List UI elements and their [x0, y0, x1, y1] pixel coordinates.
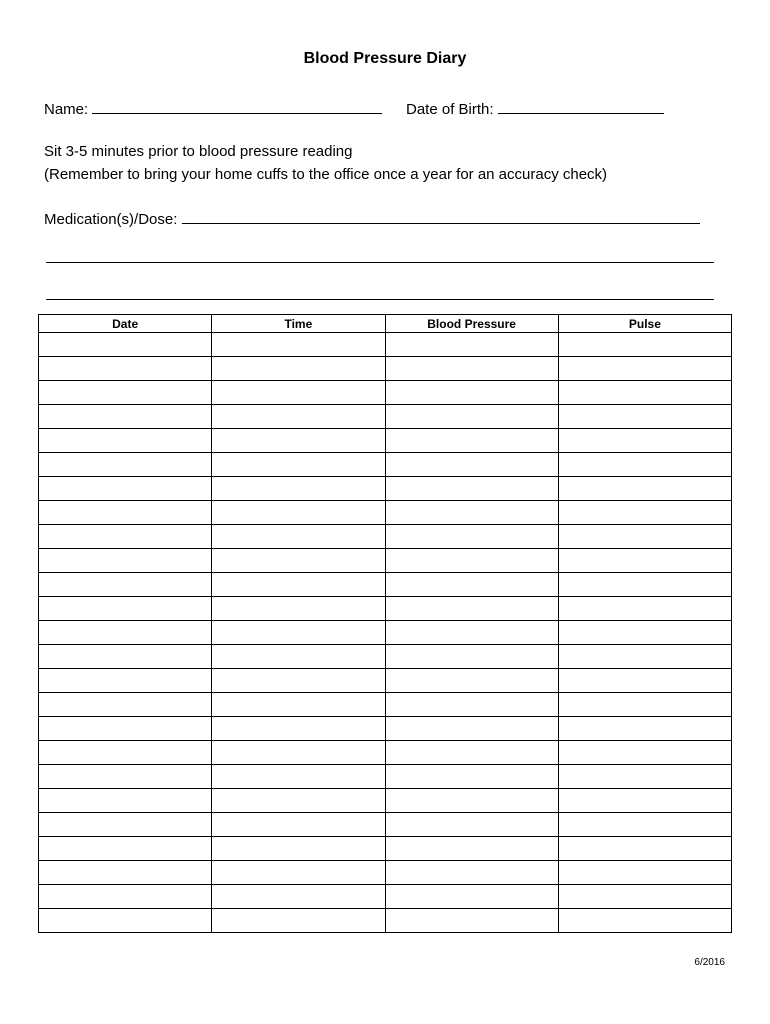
diary-table-body — [39, 333, 732, 933]
date-cell[interactable] — [39, 333, 212, 357]
time-cell[interactable] — [212, 789, 385, 813]
blood-pressure-cell[interactable] — [385, 501, 558, 525]
pulse-cell[interactable] — [558, 381, 731, 405]
table-row — [39, 357, 732, 381]
time-cell[interactable] — [212, 813, 385, 837]
time-cell[interactable] — [212, 741, 385, 765]
blood-pressure-cell[interactable] — [385, 381, 558, 405]
date-cell[interactable] — [39, 501, 212, 525]
date-cell[interactable] — [39, 813, 212, 837]
date-cell[interactable] — [39, 861, 212, 885]
time-cell[interactable] — [212, 381, 385, 405]
blood-pressure-cell[interactable] — [385, 645, 558, 669]
header-time: Time — [212, 315, 385, 333]
medication-blank-line-2[interactable] — [46, 262, 714, 263]
table-row — [39, 741, 732, 765]
page-title: Blood Pressure Diary — [303, 50, 467, 67]
date-cell[interactable] — [39, 525, 212, 549]
time-cell[interactable] — [212, 501, 385, 525]
table-row — [39, 501, 732, 525]
pulse-cell[interactable] — [558, 501, 731, 525]
table-row — [39, 405, 732, 429]
date-cell[interactable] — [39, 741, 212, 765]
date-cell[interactable] — [39, 405, 212, 429]
table-row — [39, 621, 732, 645]
date-cell[interactable] — [39, 549, 212, 573]
blood-pressure-cell[interactable] — [385, 549, 558, 573]
blood-pressure-cell[interactable] — [385, 477, 558, 501]
table-row — [39, 669, 732, 693]
table-row — [39, 693, 732, 717]
instruction-sit: Sit 3-5 minutes prior to blood pressure reading — [44, 143, 353, 160]
time-cell[interactable] — [212, 405, 385, 429]
name-label: Name: — [44, 101, 89, 118]
date-cell[interactable] — [39, 765, 212, 789]
table-row — [39, 333, 732, 357]
pulse-cell[interactable] — [558, 405, 731, 429]
blood-pressure-cell[interactable] — [385, 525, 558, 549]
header-date: Date — [39, 315, 212, 333]
time-cell[interactable] — [212, 909, 385, 933]
time-cell[interactable] — [212, 885, 385, 909]
blood-pressure-cell[interactable] — [385, 789, 558, 813]
time-cell[interactable] — [212, 525, 385, 549]
table-row — [39, 381, 732, 405]
table-row — [39, 597, 732, 621]
blood-pressure-cell[interactable] — [385, 669, 558, 693]
blood-pressure-cell[interactable] — [385, 861, 558, 885]
date-cell[interactable] — [39, 789, 212, 813]
time-cell[interactable] — [212, 597, 385, 621]
date-cell[interactable] — [39, 573, 212, 597]
pulse-cell[interactable] — [558, 621, 731, 645]
medication-blank-line-3[interactable] — [46, 299, 714, 300]
pulse-cell[interactable] — [558, 549, 731, 573]
pulse-cell[interactable] — [558, 333, 731, 357]
pulse-cell[interactable] — [558, 741, 731, 765]
medication-label: Medication(s)/Dose: — [44, 211, 178, 228]
blood-pressure-cell[interactable] — [385, 405, 558, 429]
time-cell[interactable] — [212, 357, 385, 381]
date-cell[interactable] — [39, 693, 212, 717]
table-row — [39, 573, 732, 597]
time-cell[interactable] — [212, 717, 385, 741]
pulse-cell[interactable] — [558, 717, 731, 741]
pulse-cell[interactable] — [558, 525, 731, 549]
blood-pressure-cell[interactable] — [385, 741, 558, 765]
blood-pressure-cell[interactable] — [385, 717, 558, 741]
date-cell[interactable] — [39, 909, 212, 933]
time-cell[interactable] — [212, 693, 385, 717]
blood-pressure-cell[interactable] — [385, 765, 558, 789]
pulse-cell[interactable] — [558, 429, 731, 453]
blood-pressure-cell[interactable] — [385, 813, 558, 837]
time-cell[interactable] — [212, 549, 385, 573]
date-cell[interactable] — [39, 597, 212, 621]
table-row — [39, 837, 732, 861]
dob-label: Date of Birth: — [406, 101, 494, 118]
pulse-cell[interactable] — [558, 765, 731, 789]
table-row — [39, 645, 732, 669]
blood-pressure-cell[interactable] — [385, 909, 558, 933]
blood-pressure-cell[interactable] — [385, 357, 558, 381]
medication-blank[interactable] — [182, 209, 700, 224]
time-cell[interactable] — [212, 837, 385, 861]
table-row — [39, 861, 732, 885]
table-row — [39, 429, 732, 453]
pulse-cell[interactable] — [558, 669, 731, 693]
date-cell[interactable] — [39, 717, 212, 741]
blood-pressure-cell[interactable] — [385, 621, 558, 645]
pulse-cell[interactable] — [558, 573, 731, 597]
blood-pressure-cell[interactable] — [385, 333, 558, 357]
date-cell[interactable] — [39, 645, 212, 669]
blood-pressure-cell[interactable] — [385, 693, 558, 717]
time-cell[interactable] — [212, 453, 385, 477]
dob-field[interactable] — [406, 99, 664, 118]
pulse-cell[interactable] — [558, 861, 731, 885]
table-row — [39, 765, 732, 789]
date-cell[interactable] — [39, 357, 212, 381]
date-cell[interactable] — [39, 381, 212, 405]
blood-pressure-cell[interactable] — [385, 573, 558, 597]
blood-pressure-cell[interactable] — [385, 429, 558, 453]
date-cell[interactable] — [39, 885, 212, 909]
time-cell[interactable] — [212, 621, 385, 645]
time-cell[interactable] — [212, 861, 385, 885]
pulse-cell[interactable] — [558, 597, 731, 621]
pulse-cell[interactable] — [558, 645, 731, 669]
pulse-cell[interactable] — [558, 693, 731, 717]
diary-table — [38, 314, 732, 933]
date-cell[interactable] — [39, 621, 212, 645]
pulse-cell[interactable] — [558, 453, 731, 477]
time-cell[interactable] — [212, 333, 385, 357]
date-cell[interactable] — [39, 837, 212, 861]
time-cell[interactable] — [212, 765, 385, 789]
table-row — [39, 789, 732, 813]
header-pulse: Pulse — [558, 315, 731, 333]
table-row — [39, 813, 732, 837]
table-row — [39, 909, 732, 933]
table-row — [39, 717, 732, 741]
instruction-remember: (Remember to bring your home cuffs to the office once a year for an accuracy check) — [44, 166, 608, 183]
date-cell[interactable] — [39, 477, 212, 501]
name-blank[interactable] — [92, 99, 382, 114]
table-row — [39, 885, 732, 909]
time-cell[interactable] — [212, 573, 385, 597]
blood-pressure-cell[interactable] — [385, 885, 558, 909]
blood-pressure-cell[interactable] — [385, 837, 558, 861]
pulse-cell[interactable] — [558, 477, 731, 501]
time-cell[interactable] — [212, 429, 385, 453]
medication-field[interactable] — [44, 209, 700, 228]
pulse-cell[interactable] — [558, 837, 731, 861]
date-cell[interactable] — [39, 429, 212, 453]
pulse-cell[interactable] — [558, 813, 731, 837]
date-cell[interactable] — [39, 453, 212, 477]
blood-pressure-cell[interactable] — [385, 453, 558, 477]
table-row — [39, 477, 732, 501]
date-cell[interactable] — [39, 669, 212, 693]
name-field[interactable] — [44, 99, 382, 118]
time-cell[interactable] — [212, 477, 385, 501]
time-cell[interactable] — [212, 669, 385, 693]
table-row — [39, 525, 732, 549]
pulse-cell[interactable] — [558, 885, 731, 909]
table-row — [39, 549, 732, 573]
blood-pressure-cell[interactable] — [385, 597, 558, 621]
pulse-cell[interactable] — [558, 909, 731, 933]
pulse-cell[interactable] — [558, 357, 731, 381]
dob-blank[interactable] — [498, 99, 664, 114]
table-row — [39, 453, 732, 477]
header-blood-pressure: Blood Pressure — [385, 315, 558, 333]
time-cell[interactable] — [212, 645, 385, 669]
pulse-cell[interactable] — [558, 789, 731, 813]
table-header-row — [39, 315, 732, 333]
revision-date: 6/2016 — [694, 957, 725, 968]
